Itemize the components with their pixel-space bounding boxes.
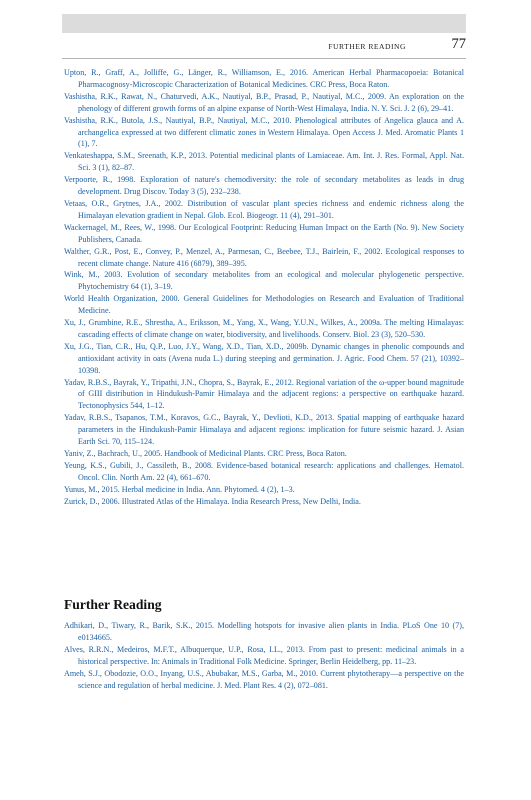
running-title: FURTHER READING: [328, 42, 406, 51]
page-header: [62, 33, 466, 59]
reference-list: [64, 67, 464, 508]
page-number: 77: [451, 36, 466, 52]
reference-entry[interactable]: Vashistha, R.K., Rawat, N., Chaturvedi, A.K., Nautiyal, B.P., Prasad, P., Nautiyal, M.C., 2009. An exploration on the phenology of different growth forms of an alpine expanse of North-West Himalaya, India. N. Y. Sci. J. 2 (6), 29–41.: [64, 91, 464, 113]
reference-entry[interactable]: Verpoorte, R., 1998. Exploration of nature's chemodiversity: the role of secondary metabolites as leads in drug development. Drug Discov. Today 3 (5), 232–238.: [64, 175, 464, 197]
reference-entry[interactable]: Venkateshappa, S.M., Sreenath, K.P., 2013. Potential medicinal plants of Lamiaceae. Am. Int. J. Res. Formal, Appl. Nat. Sci. 3 (1), 82–87.: [64, 151, 464, 173]
further-reading-heading: Further Reading: [64, 597, 162, 612]
reference-entry[interactable]: Zurick, D., 2006. Illustrated Atlas of the Himalaya. India Research Press, New Delhi, India.: [64, 496, 361, 506]
further-reading-entry[interactable]: Ameh, S.J., Obodozie, O.O., Inyang, U.S., Abubakar, M.S., Garba, M., 2010. Current phytotherapy—a perspective on the science and regulation of herbal medicine. J. Med. Plant Res. 4 (2), 072–081.: [64, 668, 464, 690]
reference-entry[interactable]: World Health Organization, 2000. General Guidelines for Methodologies on Research and Evaluation of Traditional Medicine.: [64, 294, 464, 316]
reference-entry[interactable]: Upton, R., Graff, A., Jolliffe, G., Länger, R., Williamson, E., 2016. American Herbal Pharmacopoeia: Botanical Pharmacognosy-Microscopic Characterization of Botanical Medicines. CRC Press, Boca Raton.: [64, 68, 464, 89]
further-reading-entry[interactable]: Alves, R.R.N., Medeiros, M.F.T., Albuquerque, U.P., Rosa, I.L., 2013. From past to present: medicinal animals in a historical perspective. In: Animals in Traditional Folk Medicine. Springer, Berlin Heidelberg, pp. 11–23.: [64, 644, 464, 666]
further-reading-list: [64, 620, 464, 691]
header-bar: [62, 14, 466, 33]
reference-entry[interactable]: Vetaas, O.R., Grytnes, J.A., 2002. Distribution of vascular plant species richness and endemic richness along the Himalayan elevation gradient in Nepal. Glob. Ecol. Biogeogr. 11 (4), 291–301.: [64, 198, 464, 220]
reference-entry[interactable]: Vashistha, R.K., Butola, J.S., Nautiyal, B.P., Nautiyal, M.C., 2010. Phenological attributes of Angelica glauca and A. archangelica expressed at two different climatic zones in Western Himalaya. Open Access J. Med. Aromatic Plants 1 (1), 7.: [64, 115, 464, 149]
reference-entry[interactable]: Yadav, R.B.S., Tsapanos, T.M., Koravos, G.C., Bayrak, Y., Devlioti, K.D., 2013. Spatial mapping of earthquake hazard parameters in the Hindukush-Pamir Himalaya and adjacent regions: implication for future seismic hazard. J. Asian Earth Sci. 70, 115–124.: [64, 413, 464, 447]
reference-entry[interactable]: Xu, J., Grumbine, R.E., Shrestha, A., Eriksson, M., Yang, X., Wang, Y.U.N., Wilkes, A., 2009a. The melting Himalayas: cascading effects of climate change on water, biodiversity, and livelihoods. Conserv. Biol. 23 (3), 520–530.: [64, 318, 464, 339]
reference-entry[interactable]: Xu, J.G., Tian, C.R., Hu, Q.P., Luo, J.Y., Wang, X.D., Tian, X.D., 2009b. Dynamic changes in phenolic compounds and antioxidant activity in oats (Avena nuda L.) during steeping and germination. J. Agric. Food Chem. 57 (21), 10392–10398.: [64, 341, 464, 375]
reference-entry[interactable]: Yeung, K.S., Gubili, J., Cassileth, B., 2008. Evidence-based botanical research: applications and challenges. Hematol. Oncol. Clin. North Am. 22 (4), 661–670.: [64, 460, 464, 482]
reference-entry[interactable]: Wink, M., 2003. Evolution of secondary metabolites from an ecological and molecular phylogenetic perspective. Phytochemistry 64 (1), 3–19.: [64, 270, 464, 292]
further-reading-entry[interactable]: Adhikari, D., Tiwary, R., Barik, S.K., 2015. Modelling hotspots for invasive alien plants in India. PLoS One 10 (7), e0134665.: [64, 621, 464, 642]
reference-entry[interactable]: Wackernagel, M., Rees, W., 1998. Our Ecological Footprint: Reducing Human Impact on the Earth (No. 9). New Society Publishers, Canada.: [64, 222, 464, 244]
reference-entry[interactable]: Yadav, R.B.S., Bayrak, Y., Tripathi, J.N., Chopra, S., Bayrak, E., 2012. Regional variation of the ω-upper bound magnitude of GIII distribution in Hindukush-Pamir Himalaya and the adjacent regions: a perspective on earthquake hazard. Tectonophysics 544, 1–12.: [64, 377, 464, 411]
reference-entry[interactable]: Walther, G.R., Post, E., Convey, P., Menzel, A., Parmesan, C., Beebee, T.J., Bairlein, F., 2002. Ecological responses to recent climate change. Nature 416 (6879), 389–395.: [64, 246, 464, 268]
reference-entry[interactable]: Yunus, M., 2015. Herbal medicine in India. Ann. Phytomed. 4 (2), 1–3.: [64, 484, 295, 494]
reference-entry[interactable]: Yaniv, Z., Bachrach, U., 2005. Handbook of Medicinal Plants. CRC Press, Boca Raton.: [64, 449, 347, 458]
